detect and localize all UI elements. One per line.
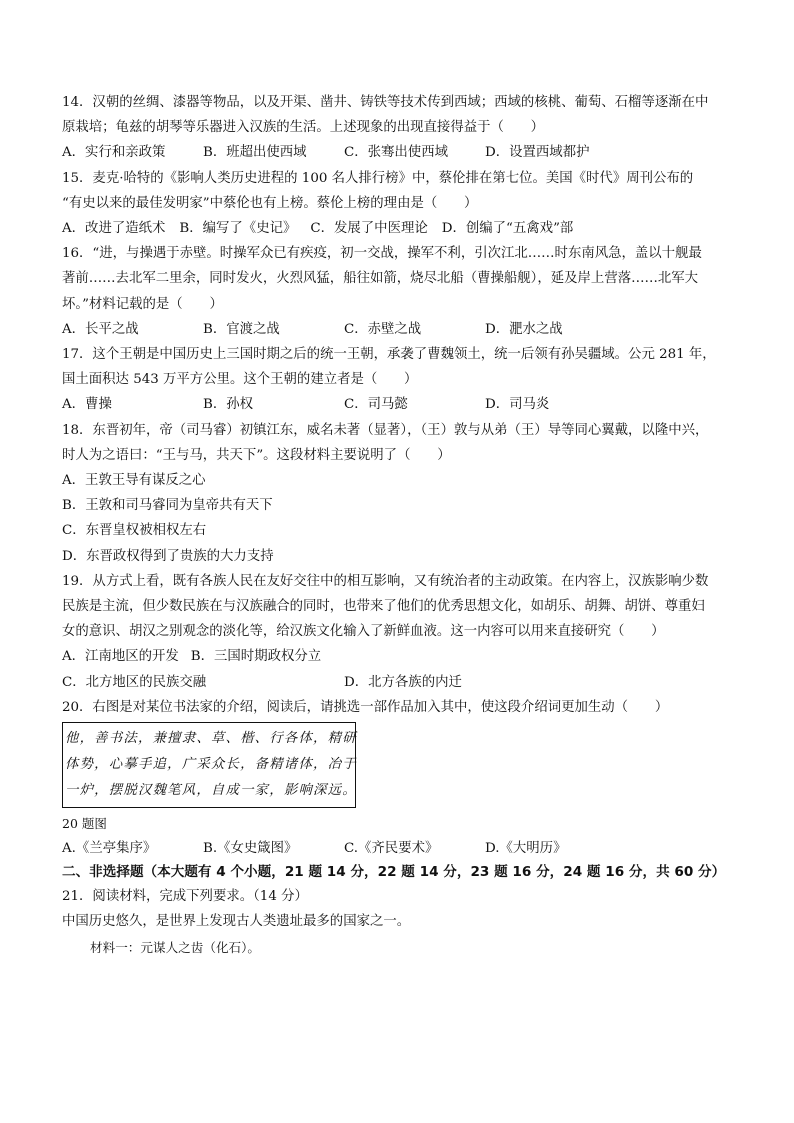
- q16-stem-line-2: 著前……去北军二里余，同时发火，火烈风猛，船往如箭，烧尽北船（曹操船舰），延及岸上营落……北军大: [62, 271, 699, 287]
- q18-option-b[interactable]: B．王敦和司马睿同为皇帝共有天下: [62, 498, 273, 514]
- q21-intro: 中国历史悠久，是世界上发现古人类遗址最多的国家之一。: [62, 914, 411, 930]
- q17-stem-line-1: 17．这个王朝是中国历史上三国时期之后的统一王朝，承袭了曹魏领土，统一后领有孙吴疆域。公元 281 年，: [62, 347, 716, 363]
- q20-option-c[interactable]: C.《齐民要术》: [344, 841, 439, 857]
- q19-option-b[interactable]: B．三国时期政权分立: [190, 649, 322, 665]
- section-2-heading: 二、非选择题（本大题有 4 个小题，21 题 14 分，22 题 14 分，23 题 16 分，24 题 16 分，共 60 分）: [62, 864, 726, 881]
- q20-option-b[interactable]: B.《女史箴图》: [203, 841, 298, 857]
- q17-stem-line-2: 国土面积达 543 万平方公里。这个王朝的建立者是（ ）: [62, 372, 418, 388]
- q20-option-a[interactable]: A.《兰亭集序》: [62, 841, 157, 857]
- q16-option-d[interactable]: D．淝水之战: [485, 321, 563, 337]
- q19-options-row-1: [62, 644, 738, 669]
- q19-stem-line-1: 19．从方式上看，既有各族人民在友好交往中的相互影响，又有统治者的主动政策。在内容上，汉族影响少数: [62, 573, 709, 589]
- q20-figure-line-2: 体势，心摹手追，广采众长，备精诸体，冶于: [65, 757, 357, 773]
- q16-options: [62, 317, 738, 342]
- q19-option-d[interactable]: D．北方各族的内迁: [344, 674, 462, 690]
- q19-option-a[interactable]: A．江南地区的开发: [62, 649, 179, 665]
- q15-options: [62, 216, 738, 241]
- q16-stem-line-1: 16．“进，与操遇于赤壁。时操军众已有疾疫，初一交战，操军不利，引次江北……时东南风急，盖以十舰最: [62, 246, 702, 262]
- q17-option-b[interactable]: B．孙权: [203, 397, 254, 413]
- q17-option-c[interactable]: C．司马懿: [344, 397, 408, 413]
- q14-option-d[interactable]: D．设置西域都护: [485, 145, 590, 161]
- q17-option-d[interactable]: D．司马炎: [485, 397, 550, 413]
- q19-stem-line-3: 女的意识、胡汉之别观念的淡化等，给汉族文化输入了新鲜血液。这一内容可以用来直接研究（ ）: [62, 624, 665, 640]
- q18-stem-line-1: 18．东晋初年，帝（司马睿）初镇江东，威名未著（显著），（王）敦与从弟（王）导等同心翼戴，以隆中兴，: [62, 422, 709, 438]
- q20-figure-line-1: 他，善书法，兼擅隶、草、楷、行各体，精研: [65, 731, 357, 747]
- q18-option-c[interactable]: C．东晋皇权被相权左右: [62, 523, 207, 539]
- q15-option-d[interactable]: D．创编了“五禽戏”部: [441, 221, 574, 237]
- q20-calligrapher-figure: [62, 722, 356, 808]
- q20-figure-line-3: 一炉，摆脱汉魏笔风，自成一家，影响深远。: [65, 783, 357, 799]
- q16-option-c[interactable]: C．赤壁之战: [344, 321, 422, 337]
- q20-figure-caption: 20 题图: [62, 816, 107, 832]
- q15-stem-line-2: “有史以来的最佳发明家”中蔡伦也有上榜。蔡伦上榜的理由是（ ）: [62, 195, 478, 211]
- q14-option-a[interactable]: A．实行和亲政策: [62, 145, 166, 161]
- q20-options: [62, 836, 738, 861]
- q21-material-1: 材料一：元谋人之齿（化石）。: [90, 939, 261, 955]
- q16-stem-line-3: 坏。”材料记载的是（ ）: [62, 296, 223, 312]
- q20-option-d[interactable]: D.《大明历》: [485, 841, 567, 857]
- q21-stem: 21．阅读材料，完成下列要求。（14 分）: [62, 889, 308, 905]
- q18-option-a[interactable]: A．王敦王导有谋反之心: [62, 473, 206, 489]
- q14-option-c[interactable]: C．张骞出使西域: [344, 145, 448, 161]
- q15-option-a[interactable]: A．改进了造纸术: [62, 221, 166, 237]
- q20-stem: 20．右图是对某位书法家的介绍，阅读后，请挑选一部作品加入其中，使这段介绍词更加生动（ ）: [62, 699, 669, 715]
- q15-option-c[interactable]: C．发展了中医理论: [310, 221, 428, 237]
- q18-option-d[interactable]: D．东晋政权得到了贵族的大力支持: [62, 548, 274, 564]
- q14-stem-line-2: 原栽培；龟兹的胡琴等乐器进入汉族的生活。上述现象的出现直接得益于（ ）: [62, 120, 545, 136]
- q14-stem-line-1: 14．汉朝的丝绸、漆器等物品，以及开渠、凿井、铸铁等技术传到西域；西域的核桃、葡萄、石榴等逐渐在中: [62, 95, 709, 110]
- q15-option-b[interactable]: B．编写了《史记》: [179, 221, 297, 237]
- q19-option-c[interactable]: C．北方地区的民族交融: [62, 674, 207, 690]
- q15-stem-line-1: 15．麦克·哈特的《影响人类历史进程的 100 名人排行榜》中，蔡伦排在第七位。美国《时代》周刊公布的: [62, 170, 694, 186]
- q18-stem-line-2: 时人为之语曰：“王与马，共天下”。这段材料主要说明了（ ）: [62, 447, 451, 463]
- q16-option-a[interactable]: A．长平之战: [62, 321, 139, 337]
- q17-options: [62, 392, 738, 417]
- q14-option-b[interactable]: B．班超出使西域: [203, 145, 307, 161]
- q17-option-a[interactable]: A．曹操: [62, 397, 112, 413]
- q16-option-b[interactable]: B．官渡之战: [203, 321, 280, 337]
- q19-stem-line-2: 民族是主流，但少数民族在与汉族融合的同时，也带来了他们的优秀思想文化，如胡乐、胡舞、胡饼、尊重妇: [62, 599, 705, 615]
- q14-options: [62, 140, 738, 165]
- q19-options-row-2: [62, 670, 738, 695]
- exam-page: [62, 90, 738, 961]
